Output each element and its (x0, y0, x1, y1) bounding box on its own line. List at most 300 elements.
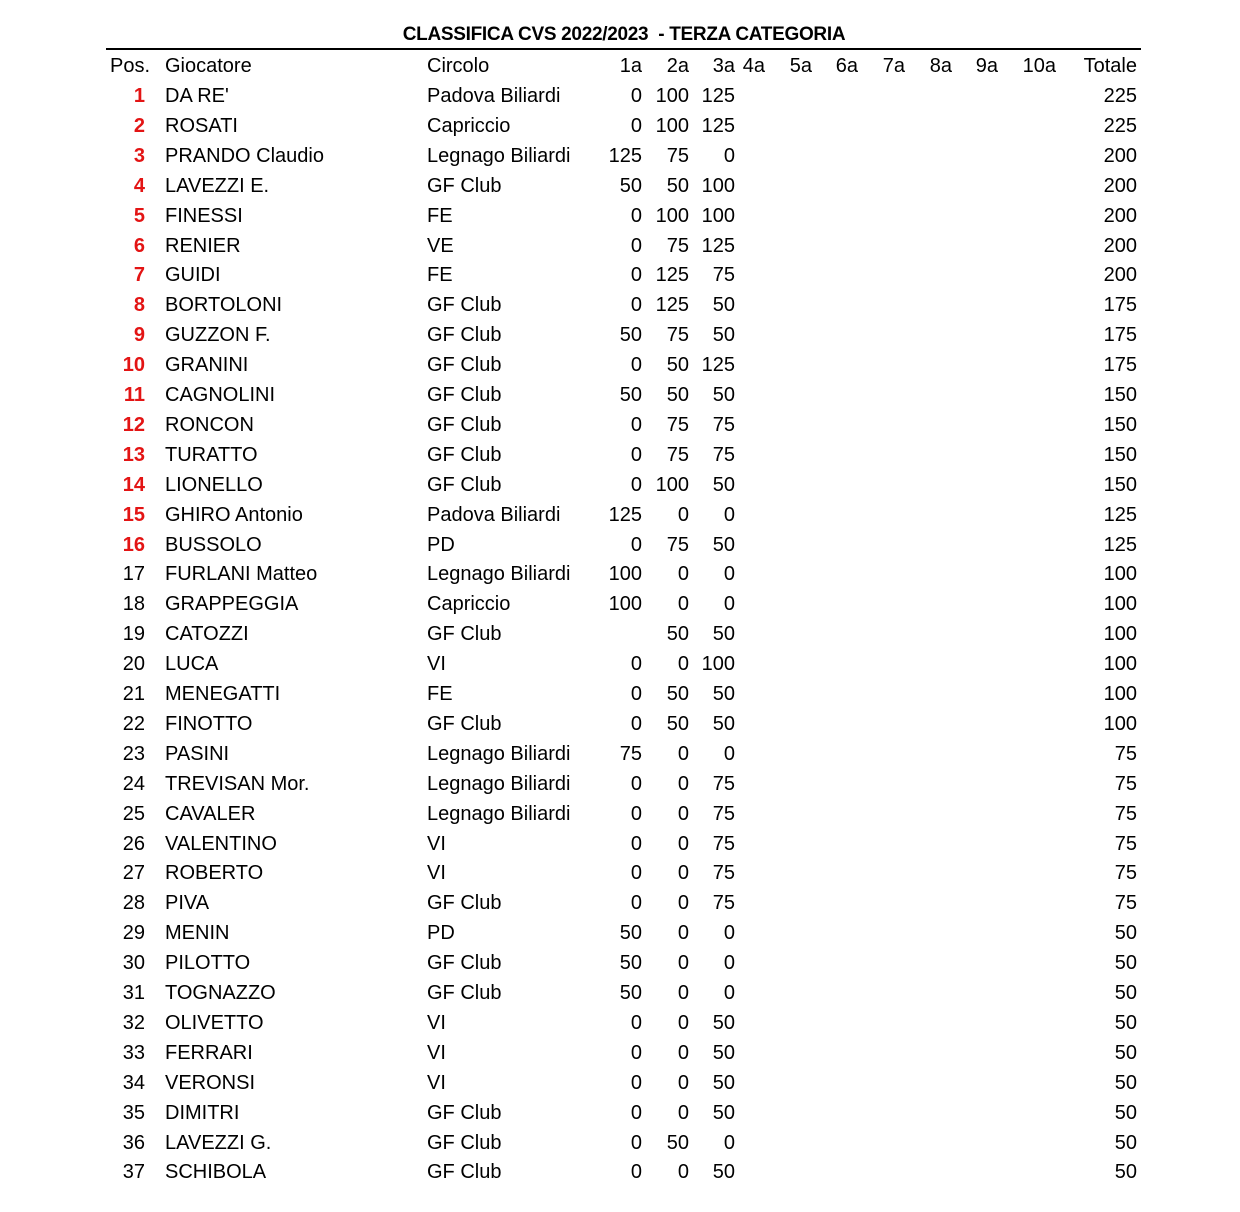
table-row (0, 81, 1240, 111)
club-name: GF Club (427, 1101, 502, 1124)
player-name: DA RE' (165, 85, 229, 107)
table-row (0, 1068, 1240, 1098)
round-2-score: 0 (677, 1101, 689, 1124)
total-score: 150 (1103, 473, 1137, 496)
position: 17 (122, 563, 145, 586)
club-name: PD (427, 922, 455, 945)
player-name: GUZZON F. (165, 324, 271, 347)
table-row (0, 111, 1240, 141)
club-name: VI (427, 1071, 446, 1094)
round-1-score: 0 (630, 533, 642, 556)
round-3-score: 0 (723, 952, 735, 975)
total-score: 200 (1103, 264, 1137, 287)
total-score: 50 (1114, 1041, 1137, 1064)
round-1-score: 0 (630, 1071, 642, 1094)
club-name: Legnago Biliardi (427, 144, 571, 167)
club-name: Padova Biliardi (427, 85, 561, 107)
table-row (0, 799, 1240, 829)
round-3-score: 50 (712, 1011, 735, 1034)
table-row (0, 709, 1240, 739)
round-2-score: 50 (666, 623, 689, 646)
header-club: Circolo (427, 55, 490, 77)
position: 5 (133, 204, 145, 227)
header-round-8: 8a (929, 55, 952, 77)
position: 27 (122, 862, 145, 885)
round-3-score: 0 (723, 144, 735, 167)
table-row (0, 948, 1240, 978)
table-header (0, 51, 1240, 81)
table-row (0, 1098, 1240, 1128)
club-name: Legnago Biliardi (427, 772, 571, 795)
round-2-score: 75 (666, 443, 689, 466)
round-3-score: 50 (712, 683, 735, 705)
position: 29 (122, 922, 145, 945)
position: 11 (123, 384, 145, 406)
club-name: VI (427, 1011, 446, 1034)
club-name: GF Club (427, 324, 502, 347)
round-3-score: 100 (701, 653, 735, 676)
round-2-score: 0 (677, 862, 689, 885)
round-1-score: 0 (630, 712, 642, 735)
club-name: GF Club (427, 1161, 502, 1184)
player-name: CATOZZI (165, 623, 249, 646)
club-name: VI (427, 862, 446, 885)
round-1-score: 50 (619, 324, 642, 347)
round-2-score: 0 (677, 832, 689, 855)
club-name: GF Club (427, 384, 502, 406)
position: 9 (133, 324, 145, 347)
player-name: BUSSOLO (165, 533, 262, 556)
header-player: Giocatore (165, 55, 252, 77)
round-1-score: 0 (630, 1101, 642, 1124)
round-3-score: 50 (712, 473, 735, 496)
round-2-score: 50 (666, 1131, 689, 1154)
player-name: VALENTINO (165, 832, 277, 855)
total-score: 75 (1114, 802, 1137, 825)
round-3-score: 50 (712, 324, 735, 347)
table-row (0, 619, 1240, 649)
round-3-score: 125 (701, 114, 735, 137)
club-name: Capriccio (427, 593, 511, 616)
round-2-score: 0 (677, 952, 689, 975)
round-3-score: 75 (712, 892, 735, 915)
player-name: PILOTTO (165, 952, 251, 975)
player-name: ROSATI (165, 114, 238, 137)
round-2-score: 75 (666, 533, 689, 556)
table-row (0, 320, 1240, 350)
position: 24 (122, 772, 145, 795)
player-name: CAGNOLINI (165, 384, 276, 406)
player-name: PASINI (165, 742, 230, 765)
player-name: DIMITRI (165, 1101, 240, 1124)
club-name: Capriccio (427, 114, 511, 137)
position: 35 (122, 1101, 145, 1124)
header-round-6: 6a (835, 55, 858, 77)
player-name: BORTOLONI (165, 294, 283, 317)
round-2-score: 0 (677, 982, 689, 1004)
page-title: CLASSIFICA CVS 2022/2023 - TERZA CATEGORIA (402, 24, 846, 45)
total-score: 50 (1114, 1011, 1137, 1034)
table-row (0, 858, 1240, 888)
round-2-score: 75 (666, 413, 689, 436)
club-name: Padova Biliardi (427, 503, 561, 526)
table-row (0, 918, 1240, 948)
table-row (0, 679, 1240, 709)
round-1-score: 0 (630, 1011, 642, 1034)
header-rule (106, 48, 1141, 50)
round-3-score: 125 (701, 234, 735, 257)
club-name: GF Club (427, 413, 502, 436)
total-score: 225 (1103, 114, 1137, 137)
round-3-score: 0 (723, 593, 735, 616)
table-row (0, 141, 1240, 171)
round-2-score: 100 (655, 204, 689, 227)
player-name: TOGNAZZO (165, 982, 276, 1004)
table-row (0, 201, 1240, 231)
club-name: GF Club (427, 712, 502, 735)
round-2-score: 0 (677, 742, 689, 765)
round-2-score: 0 (677, 653, 689, 676)
position: 37 (122, 1161, 145, 1184)
round-3-score: 75 (712, 264, 735, 287)
position: 30 (122, 952, 145, 975)
club-name: Legnago Biliardi (427, 563, 571, 586)
round-3-score: 75 (712, 413, 735, 436)
round-3-score: 0 (723, 563, 735, 586)
player-name: ROBERTO (165, 862, 264, 885)
player-name: SCHIBOLA (165, 1161, 267, 1184)
position: 22 (122, 712, 145, 735)
position: 15 (122, 503, 145, 526)
position: 8 (133, 294, 145, 317)
total-score: 100 (1103, 593, 1137, 616)
round-2-score: 125 (655, 294, 689, 317)
round-1-score: 0 (630, 1041, 642, 1064)
round-2-score: 100 (655, 473, 689, 496)
header-total: Totale (1083, 55, 1137, 77)
round-2-score: 0 (677, 1041, 689, 1064)
round-2-score: 100 (655, 114, 689, 137)
club-name: GF Club (427, 892, 502, 915)
round-3-score: 75 (712, 443, 735, 466)
total-score: 100 (1103, 623, 1137, 646)
table-row (0, 440, 1240, 470)
round-1-score: 50 (619, 952, 642, 975)
round-3-score: 50 (712, 1101, 735, 1124)
position: 14 (122, 473, 145, 496)
position: 18 (122, 593, 145, 616)
round-1-score: 100 (608, 563, 642, 586)
total-score: 100 (1103, 712, 1137, 735)
total-score: 50 (1114, 1101, 1137, 1124)
table-row (0, 1008, 1240, 1038)
position: 25 (122, 802, 145, 825)
player-name: CAVALER (165, 802, 256, 825)
round-2-score: 75 (666, 234, 689, 257)
header-round-1: 1a (619, 55, 642, 77)
table-row (0, 1128, 1240, 1158)
round-1-score: 50 (619, 982, 642, 1004)
total-score: 125 (1103, 533, 1137, 556)
club-name: FE (427, 204, 453, 227)
club-name: GF Club (427, 174, 502, 197)
player-name: TREVISAN Mor. (165, 772, 310, 795)
player-name: FINESSI (165, 204, 243, 227)
club-name: GF Club (427, 354, 502, 377)
table-row (0, 410, 1240, 440)
player-name: FINOTTO (165, 712, 253, 735)
player-name: TURATTO (165, 443, 258, 466)
position: 12 (122, 413, 145, 436)
position: 6 (133, 234, 145, 257)
table-row (0, 769, 1240, 799)
round-1-score: 0 (630, 204, 642, 227)
round-3-score: 75 (712, 862, 735, 885)
round-3-score: 50 (712, 712, 735, 735)
round-1-score: 0 (630, 862, 642, 885)
club-name: GF Club (427, 443, 502, 466)
position: 33 (122, 1041, 145, 1064)
round-1-score: 50 (619, 384, 642, 406)
round-3-score: 50 (712, 623, 735, 646)
club-name: GF Club (427, 473, 502, 496)
total-score: 175 (1103, 294, 1137, 317)
round-1-score: 0 (630, 85, 642, 107)
header-round-10: 10a (1022, 55, 1056, 77)
player-name: PIVA (165, 892, 210, 915)
position: 36 (122, 1131, 145, 1154)
total-score: 100 (1103, 683, 1137, 705)
round-1-score: 100 (608, 593, 642, 616)
position: 19 (122, 623, 145, 646)
total-score: 75 (1114, 742, 1137, 765)
player-name: GRANINI (165, 354, 249, 377)
round-2-score: 0 (677, 593, 689, 616)
total-score: 75 (1114, 892, 1137, 915)
total-score: 150 (1103, 384, 1137, 406)
table-row (0, 1157, 1240, 1187)
player-name: VERONSI (165, 1071, 256, 1094)
position: 23 (122, 742, 145, 765)
round-1-score: 125 (608, 144, 642, 167)
club-name: GF Club (427, 623, 502, 646)
table-row (0, 171, 1240, 201)
position: 4 (133, 174, 145, 197)
round-1-score: 0 (630, 892, 642, 915)
round-3-score: 75 (712, 832, 735, 855)
player-name: LAVEZZI E. (165, 174, 270, 197)
round-3-score: 100 (701, 204, 735, 227)
total-score: 50 (1114, 952, 1137, 975)
round-3-score: 50 (712, 533, 735, 556)
position: 32 (122, 1011, 145, 1034)
round-2-score: 75 (666, 324, 689, 347)
round-2-score: 0 (677, 772, 689, 795)
round-2-score: 50 (666, 174, 689, 197)
table-row (0, 290, 1240, 320)
player-name: LUCA (165, 653, 219, 676)
round-2-score: 125 (655, 264, 689, 287)
round-2-score: 0 (677, 922, 689, 945)
header-round-9: 9a (975, 55, 998, 77)
header-round-4: 4a (742, 55, 765, 77)
position: 28 (122, 892, 145, 915)
player-name: LAVEZZI G. (165, 1131, 272, 1154)
table-row (0, 888, 1240, 918)
round-3-score: 50 (712, 294, 735, 317)
club-name: VI (427, 1041, 446, 1064)
total-score: 175 (1103, 324, 1137, 347)
total-score: 75 (1114, 772, 1137, 795)
position: 21 (122, 683, 145, 705)
total-score: 75 (1114, 862, 1137, 885)
table-row (0, 649, 1240, 679)
player-name: PRANDO Claudio (165, 144, 324, 167)
round-3-score: 50 (712, 1071, 735, 1094)
table-row (0, 470, 1240, 500)
table-row (0, 589, 1240, 619)
table-row (0, 260, 1240, 290)
table-row (0, 380, 1240, 410)
round-1-score: 0 (630, 653, 642, 676)
table-row (0, 530, 1240, 560)
total-score: 200 (1103, 204, 1137, 227)
total-score: 200 (1103, 144, 1137, 167)
total-score: 200 (1103, 234, 1137, 257)
round-3-score: 0 (723, 503, 735, 526)
club-name: FE (427, 264, 453, 287)
round-2-score: 50 (666, 354, 689, 377)
club-name: GF Club (427, 294, 502, 317)
total-score: 125 (1103, 503, 1137, 526)
table-row (0, 829, 1240, 859)
round-3-score: 125 (701, 354, 735, 377)
round-3-score: 100 (701, 174, 735, 197)
total-score: 75 (1114, 832, 1137, 855)
table-row (0, 739, 1240, 769)
round-1-score: 0 (630, 683, 642, 705)
round-2-score: 50 (666, 384, 689, 406)
club-name: VI (427, 832, 446, 855)
round-2-score: 0 (677, 1011, 689, 1034)
position: 7 (133, 264, 145, 287)
position: 1 (133, 85, 145, 107)
header-round-7: 7a (882, 55, 905, 77)
player-name: RONCON (165, 413, 254, 436)
round-2-score: 75 (666, 144, 689, 167)
player-name: GRAPPEGGIA (165, 593, 299, 616)
position: 3 (133, 144, 145, 167)
total-score: 150 (1103, 413, 1137, 436)
round-3-score: 0 (723, 982, 735, 1004)
player-name: RENIER (165, 234, 241, 257)
round-1-score: 0 (630, 413, 642, 436)
position: 2 (133, 114, 145, 137)
player-name: OLIVETTO (165, 1011, 264, 1034)
player-name: MENEGATTI (165, 683, 281, 705)
total-score: 50 (1114, 922, 1137, 945)
position: 13 (122, 443, 145, 466)
round-3-score: 75 (712, 802, 735, 825)
table-row (0, 500, 1240, 530)
round-3-score: 0 (723, 742, 735, 765)
round-1-score: 0 (630, 294, 642, 317)
header-pos: Pos. (110, 55, 151, 77)
total-score: 100 (1103, 653, 1137, 676)
round-1-score: 50 (619, 922, 642, 945)
round-2-score: 0 (677, 563, 689, 586)
round-2-score: 50 (666, 712, 689, 735)
position: 16 (122, 533, 145, 556)
table-row (0, 559, 1240, 589)
round-1-score: 0 (630, 772, 642, 795)
header-round-3: 3a (712, 55, 735, 77)
round-3-score: 50 (712, 1041, 735, 1064)
table-row (0, 231, 1240, 261)
round-2-score: 0 (677, 1071, 689, 1094)
round-2-score: 0 (677, 892, 689, 915)
round-2-score: 100 (655, 85, 689, 107)
player-name: GHIRO Antonio (165, 503, 303, 526)
round-1-score: 75 (619, 742, 642, 765)
position: 10 (122, 354, 145, 377)
round-1-score: 0 (630, 354, 642, 377)
total-score: 100 (1103, 563, 1137, 586)
club-name: GF Club (427, 952, 502, 975)
player-name: GUIDI (165, 264, 221, 287)
table-row (0, 978, 1240, 1008)
club-name: GF Club (427, 982, 502, 1004)
table-row (0, 1038, 1240, 1068)
total-score: 175 (1103, 354, 1137, 377)
round-1-score: 0 (630, 114, 642, 137)
club-name: FE (427, 683, 453, 705)
round-1-score: 0 (630, 264, 642, 287)
round-3-score: 75 (712, 772, 735, 795)
position: 31 (122, 982, 145, 1004)
header-round-5: 5a (789, 55, 812, 77)
club-name: Legnago Biliardi (427, 802, 571, 825)
player-name: MENIN (165, 922, 230, 945)
round-1-score: 0 (630, 1161, 642, 1184)
round-3-score: 125 (701, 85, 735, 107)
total-score: 150 (1103, 443, 1137, 466)
round-1-score: 0 (630, 1131, 642, 1154)
round-1-score: 0 (630, 802, 642, 825)
player-name: FERRARI (165, 1041, 253, 1064)
club-name: VI (427, 653, 446, 676)
round-1-score: 125 (608, 503, 642, 526)
club-name: Legnago Biliardi (427, 742, 571, 765)
header-round-2: 2a (666, 55, 689, 77)
round-1-score: 0 (630, 832, 642, 855)
total-score: 50 (1114, 1071, 1137, 1094)
round-3-score: 50 (712, 384, 735, 406)
round-2-score: 50 (666, 683, 689, 705)
round-1-score: 0 (630, 443, 642, 466)
round-3-score: 50 (712, 1161, 735, 1184)
position: 34 (122, 1071, 145, 1094)
round-2-score: 0 (677, 503, 689, 526)
round-1-score: 0 (630, 473, 642, 496)
total-score: 50 (1114, 982, 1137, 1004)
total-score: 50 (1114, 1131, 1137, 1154)
club-name: GF Club (427, 1131, 502, 1154)
player-name: LIONELLO (165, 473, 263, 496)
round-2-score: 0 (677, 802, 689, 825)
club-name: VE (427, 234, 454, 257)
round-1-score: 50 (619, 174, 642, 197)
